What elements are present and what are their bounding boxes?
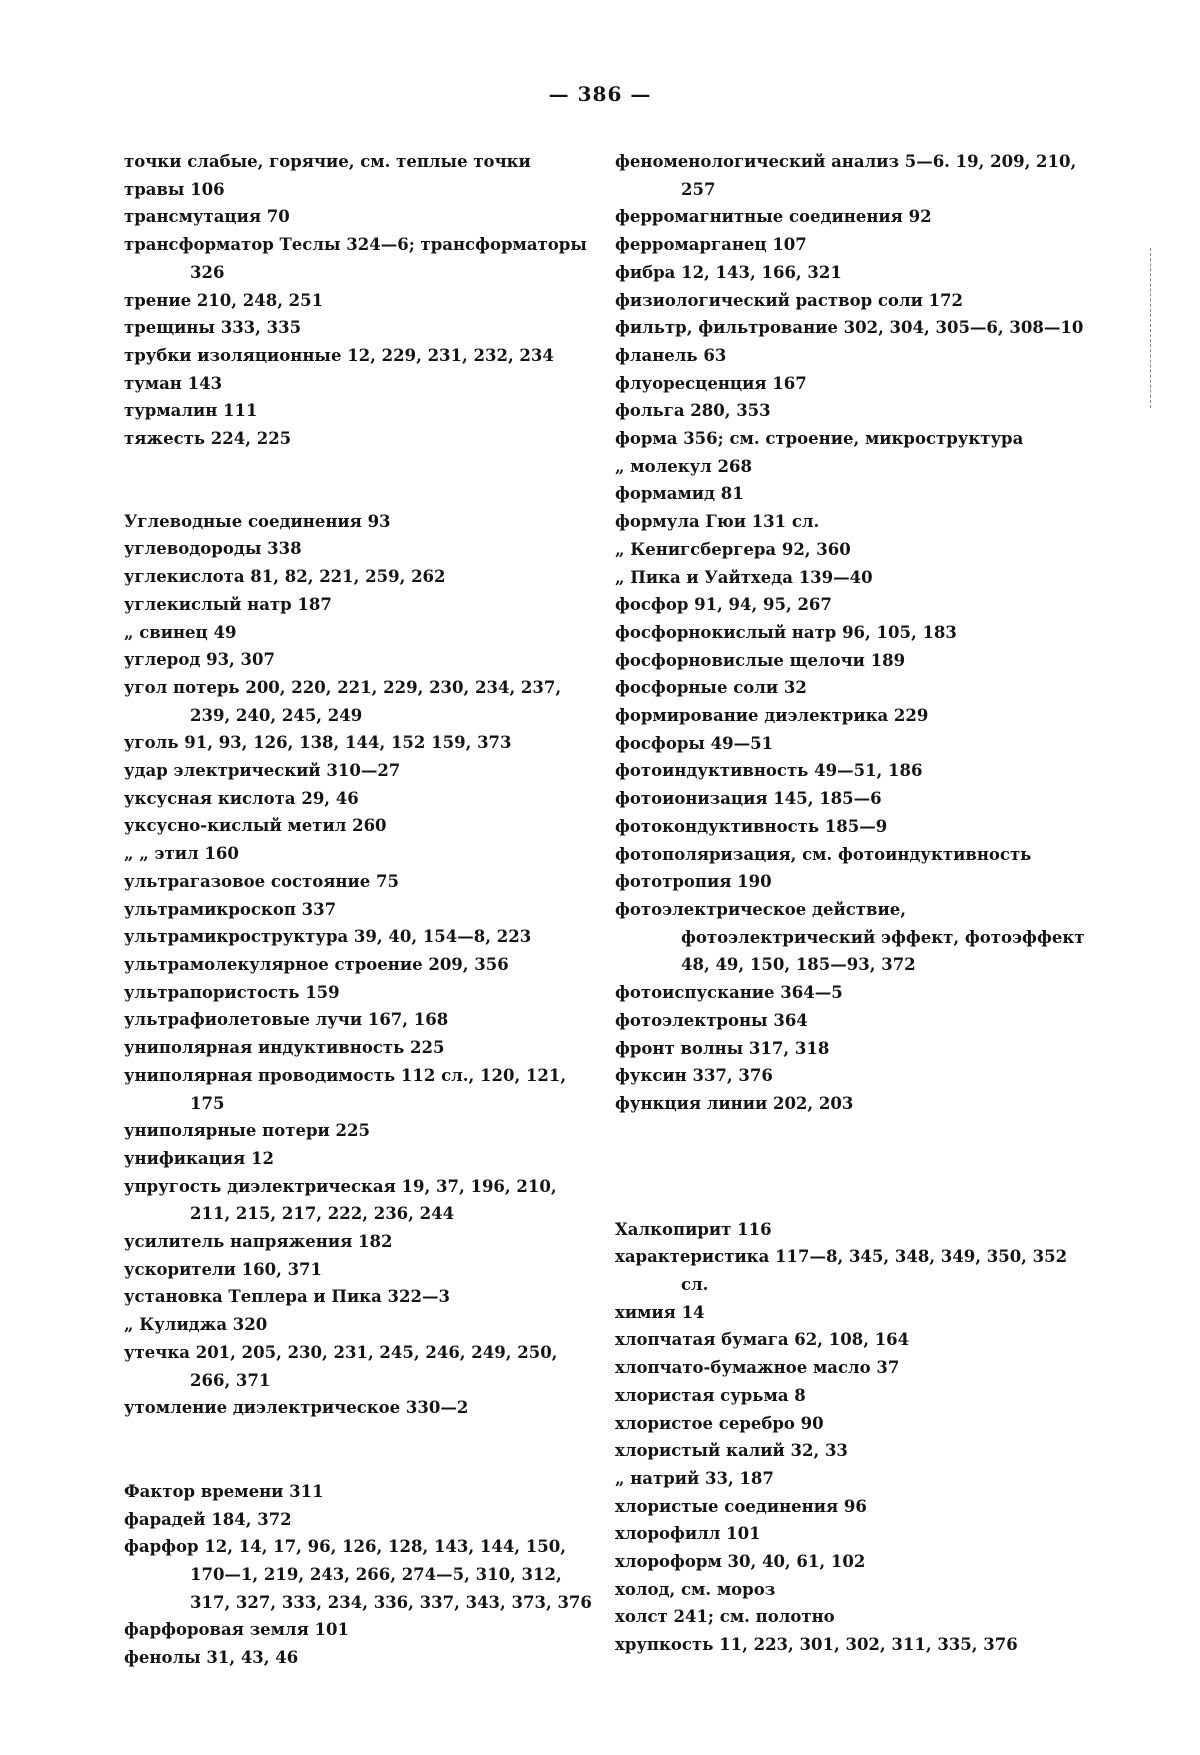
index-entry: холод, см. мороз [615, 1579, 776, 1599]
index-entry: ультрамикроскоп 337 [124, 899, 337, 919]
index-entry: фотоионизация 145, 185—6 [615, 789, 882, 809]
index-entry: хлорофилл 101 [615, 1524, 761, 1544]
index-entry: „ „ этил 160 [124, 844, 239, 864]
index-entry: тяжесть 224, 225 [124, 429, 292, 449]
index-entry: уксусно-кислый метил 260 [124, 816, 387, 836]
index-entry: фотоиндуктивность 49—51, 186 [615, 761, 923, 781]
index-column-left [124, 148, 594, 1672]
index-entry: флуоресценция 167 [615, 373, 807, 393]
index-entry: „ свинец 49 [124, 622, 237, 642]
index-entry: униполярная индуктивность 225 [124, 1038, 445, 1058]
index-section-u [124, 508, 594, 1422]
index-entry: холст 241; см. полотно [615, 1607, 835, 1627]
index-entry: униполярные потери 225 [124, 1121, 370, 1141]
index-entry: форма 356; см. строение, микроструктура [615, 429, 1024, 449]
index-entry: углерод 93, 307 [124, 650, 275, 670]
index-entry: фарфор 12, 14, 17, 96, 126, 128, 143, 144, 150, 170—1, 219, 243, 266, 274—5, 310, 312, 317, 327, 333, 234, 336, 337, 343, 373, 376 [124, 1537, 592, 1612]
index-entry: хлороформ 30, 40, 61, 102 [615, 1552, 866, 1572]
index-entry: точки слабые, горячие, см. теплые точки [124, 152, 531, 171]
index-entry: ферромарганец 107 [615, 235, 807, 255]
index-entry: углеводороды 338 [124, 539, 302, 559]
index-entry: ультрафиолетовые лучи 167, 168 [124, 1010, 449, 1030]
index-entry: углекислый натр 187 [124, 594, 332, 614]
page-number: — 386 — [548, 82, 652, 106]
index-entry: фосфорновислые щелочи 189 [615, 650, 906, 670]
index-entry: фуксин 337, 376 [615, 1066, 773, 1086]
index-entry: хлопчатая бумага 62, 108, 164 [615, 1330, 910, 1350]
index-entry: хлористая сурьма 8 [615, 1385, 806, 1405]
index-entry: ультрапористость 159 [124, 982, 340, 1002]
index-entry: фосфорнокислый натр 96, 105, 183 [615, 622, 957, 642]
index-section-kh [615, 1216, 1085, 1659]
index-entry: ультрамикроструктура 39, 40, 154—8, 223 [124, 927, 532, 947]
index-entry: фенолы 31, 43, 46 [124, 1648, 299, 1668]
index-entry: углекислота 81, 82, 221, 259, 262 [124, 567, 446, 587]
index-entry: физиологический раствор соли 172 [615, 290, 963, 310]
index-entry: установка Теплера и Пика 322—3 [124, 1287, 450, 1307]
index-entry: трубки изоляционные 12, 229, 231, 232, 234 [124, 345, 554, 365]
index-entry: утечка 201, 205, 230, 231, 245, 246, 249, 250, 266, 371 [124, 1342, 558, 1390]
index-entry: фланель 63 [615, 345, 727, 365]
index-entry: „ Пика и Уайтхеда 139—40 [615, 567, 873, 587]
index-entry: ускорители 160, 371 [124, 1259, 323, 1279]
index-entry: униполярная проводимость 112 сл., 120, 121, 175 [124, 1065, 567, 1113]
index-entry: фосфоры 49—51 [615, 733, 774, 753]
index-entry: фарфоровая земля 101 [124, 1620, 349, 1640]
index-entry: туман 143 [124, 373, 223, 393]
index-entry: „ натрий 33, 187 [615, 1468, 774, 1488]
index-entry: фотокондуктивность 185—9 [615, 816, 888, 836]
index-entry: фосфор 91, 94, 95, 267 [615, 595, 832, 615]
index-entry: трещины 333, 335 [124, 318, 302, 338]
index-entry: „ Кенигсбергера 92, 360 [615, 539, 851, 559]
index-entry: утомление диэлектрическое 330—2 [124, 1398, 469, 1418]
index-entry: фарадей 184, 372 [124, 1509, 292, 1529]
index-entry: фронт волны 317, 318 [615, 1038, 830, 1058]
index-entry: Халкопирит 116 [615, 1219, 772, 1239]
index-entry: уголь 91, 93, 126, 138, 144, 152 159, 373 [124, 733, 512, 753]
index-entry: „ молекул 268 [615, 456, 753, 476]
index-entry: унификация 12 [124, 1148, 274, 1168]
index-entry: хрупкость 11, 223, 301, 302, 311, 335, 376 [615, 1635, 1018, 1655]
index-entry: фотоэлектрическое действие, фотоэлектрический эффект, фотоэффект 48, 49, 150, 185—93, 372 [615, 899, 1085, 975]
index-entry: Фактор времени 311 [124, 1481, 324, 1501]
index-entry: хлопчато-бумажное масло 37 [615, 1358, 900, 1378]
index-entry: феноменологический анализ 5—6. 19, 209, 210, 257 [615, 152, 1077, 199]
index-entry: угол потерь 200, 220, 221, 229, 230, 234, 237, 239, 240, 245, 249 [124, 677, 562, 725]
index-section-f [124, 1478, 594, 1672]
index-entry: ультрамолекулярное строение 209, 356 [124, 954, 509, 974]
index-entry: трансформатор Теслы 324—6; трансформаторы 326 [124, 235, 587, 282]
index-entry: формула Гюи 131 сл. [615, 512, 820, 532]
index-entry: хлористый калий 32, 33 [615, 1441, 848, 1461]
index-entry: трение 210, 248, 251 [124, 290, 324, 310]
index-entry: фибра 12, 143, 166, 321 [615, 262, 842, 282]
index-entry: фотоиспускание 364—5 [615, 983, 843, 1003]
index-entry: турмалин 111 [124, 401, 258, 421]
index-entry: травы 106 [124, 179, 225, 199]
index-entry: фильтр, фильтрование 302, 304, 305—6, 308—10 [615, 318, 1084, 338]
index-entry: упругость диэлектрическая 19, 37, 196, 210, 211, 215, 217, 222, 236, 244 [124, 1176, 557, 1224]
index-entry: ультрагазовое состояние 75 [124, 871, 399, 891]
index-section-t [124, 148, 594, 453]
index-entry: Углеводные соединения 93 [124, 511, 391, 531]
index-entry: уксусная кислота 29, 46 [124, 788, 359, 808]
index-entry: усилитель напряжения 182 [124, 1232, 393, 1252]
index-entry: фольга 280, 353 [615, 401, 771, 421]
index-entry: формирование диэлектрика 229 [615, 706, 929, 726]
index-entry: фотоэлектроны 364 [615, 1010, 808, 1030]
index-entry: формамид 81 [615, 484, 744, 504]
index-entry: функция линии 202, 203 [615, 1093, 854, 1113]
index-entry: фотополяризация, см. фотоиндуктивность [615, 844, 1032, 864]
index-entry: фосфорные соли 32 [615, 678, 807, 698]
index-entry: „ Кулиджа 320 [124, 1315, 268, 1335]
index-entry: хлористые соединения 96 [615, 1496, 867, 1516]
index-entry: химия 14 [615, 1302, 705, 1322]
index-column-right [615, 148, 1085, 1659]
index-entry: хлористое серебро 90 [615, 1413, 824, 1433]
index-entry: характеристика 117—8, 345, 348, 349, 350, 352 сл. [615, 1247, 1068, 1295]
index-entry: трансмутация 70 [124, 207, 290, 227]
index-section-f-continued [615, 148, 1085, 1118]
index-entry: ферромагнитные соединения 92 [615, 207, 932, 227]
index-entry: фототропия 190 [615, 872, 772, 892]
index-entry: удар электрический 310—27 [124, 761, 401, 781]
margin-mark [1150, 248, 1152, 408]
